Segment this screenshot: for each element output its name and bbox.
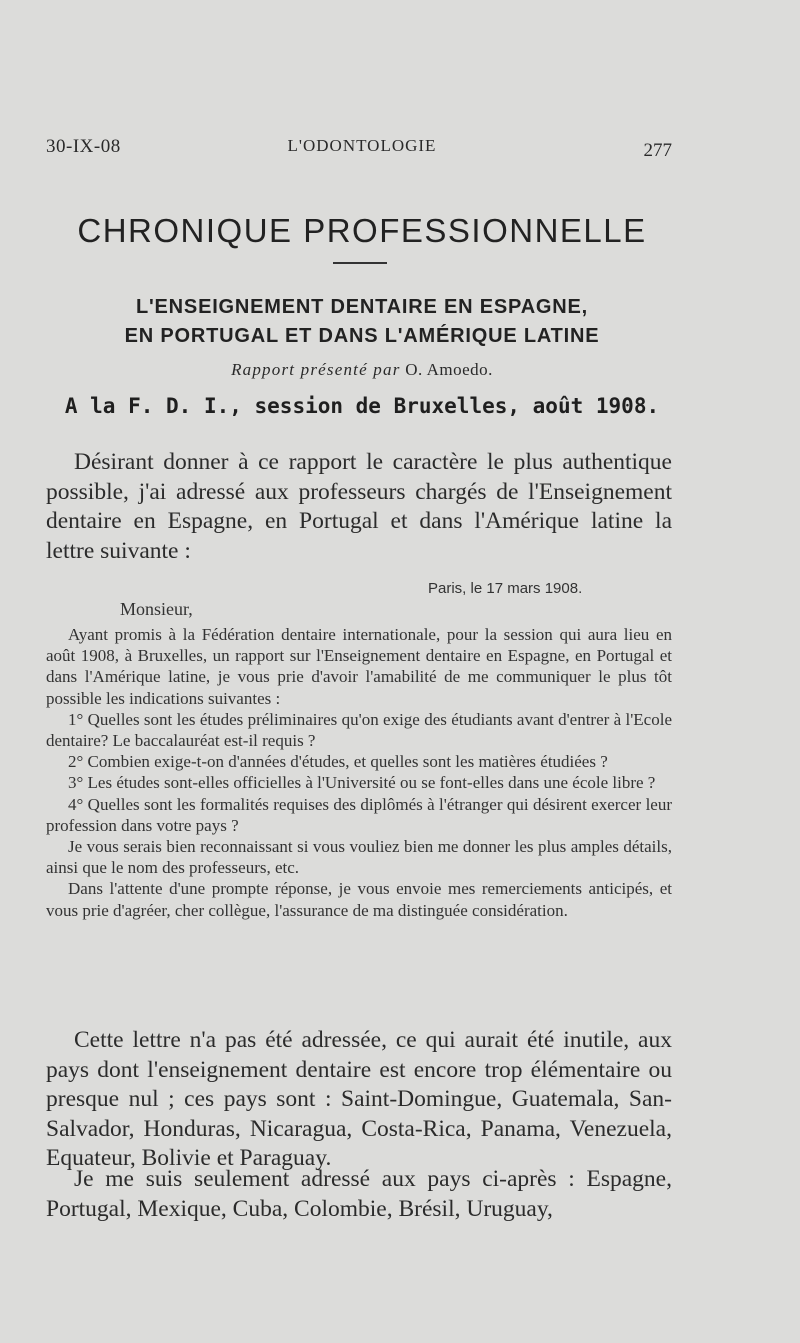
letter-paragraph: Je vous serais bien reconnaissant si vous vouliez bien me donner les plus amples détails, ainsi que le nom des professeurs, etc. (46, 837, 672, 878)
title-divider (333, 262, 387, 264)
report-author: O. Amoedo. (405, 360, 493, 379)
article-title-line-2: EN PORTUGAL ET DANS L'AMÉRIQUE LATINE (124, 325, 600, 347)
running-header (0, 136, 800, 166)
issue-date: 30-IX-08 (46, 136, 121, 157)
letter-question-3: 3° Les études sont-elles officielles à l'Université ou se font-elles dans une école libre ? (68, 773, 656, 793)
letter-question-1: 1° Quelles sont les études préliminaires qu'on exige des étudiants avant d'entrer à l'Ecole dentaire? Le baccalauréat est-il requis ? (46, 709, 672, 751)
body-paragraph-final: Je me suis seulement adressé aux pays ci-après : Espagne, Portugal, Mexique, Cuba, Colombie, Brésil, Uruguay, (46, 1166, 672, 1222)
letter-closing: Dans l'attente d'une prompte réponse, je vous envoie mes remerciements anticipés, et vous prie d'agréer, cher collègue, l'assurance de ma distinguée considération. (46, 879, 672, 920)
page-number: 277 (643, 140, 672, 161)
report-byline (0, 360, 724, 380)
body-paragraph: Cette lettre n'a pas été adressée, ce qui aurait été inutile, aux pays dont l'enseignement dentaire est encore trop élémentaire ou presque nul ; ces pays sont : Saint-Domingue, Guatemala, San-Salvador, Honduras, Nicaragua, Costa-Rica, Panama, Venezuela, Equateur, Bolivie et Paraguay. (46, 1027, 672, 1171)
intro-paragraph: Désirant donner à ce rapport le caractère le plus authentique possible, j'ai adressé aux professeurs chargés de l'Enseignement dentaire en Espagne, en Portugal et dans l'Amérique latine la lettre suivante : (46, 449, 672, 564)
journal-name: L'ODONTOLOGIE (287, 136, 437, 155)
letter-question-2: 2° Combien exige-t-on d'années d'études, et quelles sont les matières étudiées ? (68, 752, 608, 772)
session-line: A la F. D. I., session de Bruxelles, août 1908. (64, 394, 660, 418)
letter-date: Paris, le 17 mars 1908. (428, 580, 583, 597)
article-title-line-1: L'ENSEIGNEMENT DENTAIRE EN ESPAGNE, (135, 296, 589, 318)
letter-body (46, 624, 672, 921)
letter-salutation: Monsieur, (120, 599, 193, 619)
report-prefix: Rapport présenté par (231, 360, 401, 379)
letter-question-4: 4° Quelles sont les formalités requises des diplômés à l'étranger qui désirent exercer leur profession dans votre pays ? (46, 794, 672, 835)
section-title: CHRONIQUE PROFESSIONNELLE (77, 212, 647, 249)
letter-paragraph: Ayant promis à la Fédération dentaire internationale, pour la session qui aura lieu en août 1908, à Bruxelles, un rapport sur l'Enseignement dentaire en Espagne, en Portugal et dans l'Amérique latine, je vous prie d'avoir l'amabilité de me communiquer le plus tôt possible les indications suivantes : (46, 625, 672, 708)
